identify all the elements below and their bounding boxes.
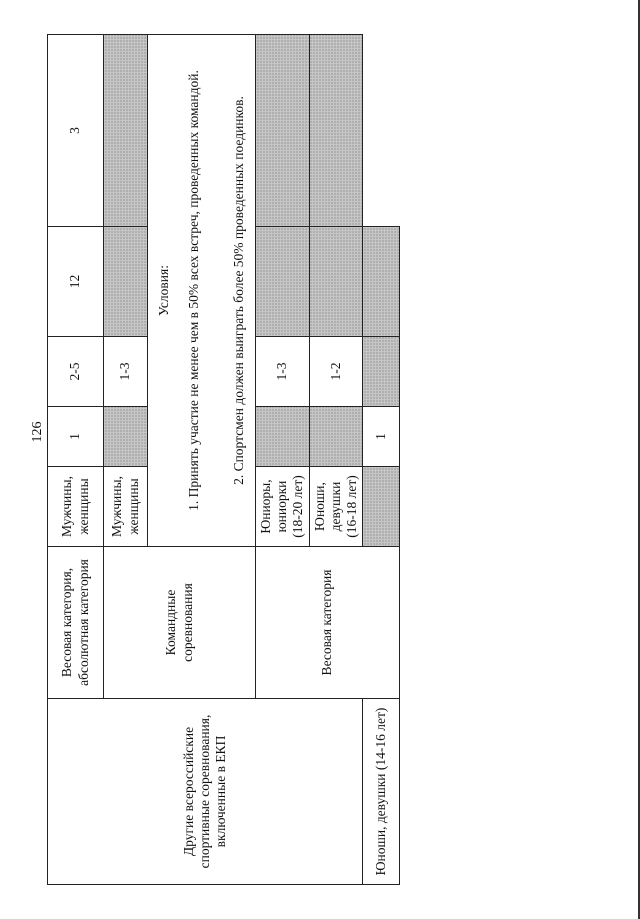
group-cell: Юноши, девушки (14-16 лет) — [363, 699, 400, 885]
table-row — [48, 35, 104, 885]
program-cell: Командные соревнования — [104, 547, 256, 699]
conditions-cell — [148, 35, 256, 547]
group-cell: Мужчины, женщины — [104, 467, 148, 547]
place-cell: 12 — [48, 227, 104, 337]
place-cell: 1-3 — [104, 337, 148, 407]
place-cell — [363, 337, 400, 407]
place-cell — [256, 407, 310, 467]
place-cell: 1-2 — [309, 337, 363, 407]
page-number: 126 — [30, 421, 45, 443]
place-cell — [104, 227, 148, 337]
group-cell: Юниоры, юниорки (18-20 лет) — [256, 467, 310, 547]
condition-item: 1. Принять участие не менее чем в 50% всех встреч, проведенных командой. — [186, 70, 202, 511]
group-cell: Юноши, девушки (16-18 лет) — [309, 467, 363, 547]
condition-item: 2. Спортсмен должен выиграть более 50% проведенных поединков. — [230, 96, 246, 485]
ranking-table — [47, 34, 400, 885]
conditions-title: Условия: — [156, 265, 172, 316]
place-cell — [104, 35, 148, 227]
place-cell — [256, 35, 310, 227]
place-cell — [309, 227, 363, 337]
place-cell: 2-5 — [48, 337, 104, 407]
place-cell — [309, 35, 363, 227]
place-cell: 3 — [48, 35, 104, 227]
discipline-cell: Другие всероссийские спортивные соревнования, включенные в ЕКП — [48, 699, 363, 885]
place-cell — [256, 227, 310, 337]
place-cell: 1-3 — [256, 337, 310, 407]
program-cell: Весовая категория, абсолютная категория — [48, 547, 104, 699]
group-cell: Мужчины, женщины — [48, 467, 104, 547]
table-row — [363, 35, 400, 885]
place-cell: 1 — [48, 407, 104, 467]
place-cell: 1 — [363, 407, 400, 467]
place-cell — [309, 407, 363, 467]
place-cell — [363, 227, 400, 337]
program-cell: Весовая категория — [256, 547, 400, 699]
place-cell — [104, 407, 148, 467]
place-cell — [363, 467, 400, 547]
rotated-table-block — [30, 35, 389, 885]
